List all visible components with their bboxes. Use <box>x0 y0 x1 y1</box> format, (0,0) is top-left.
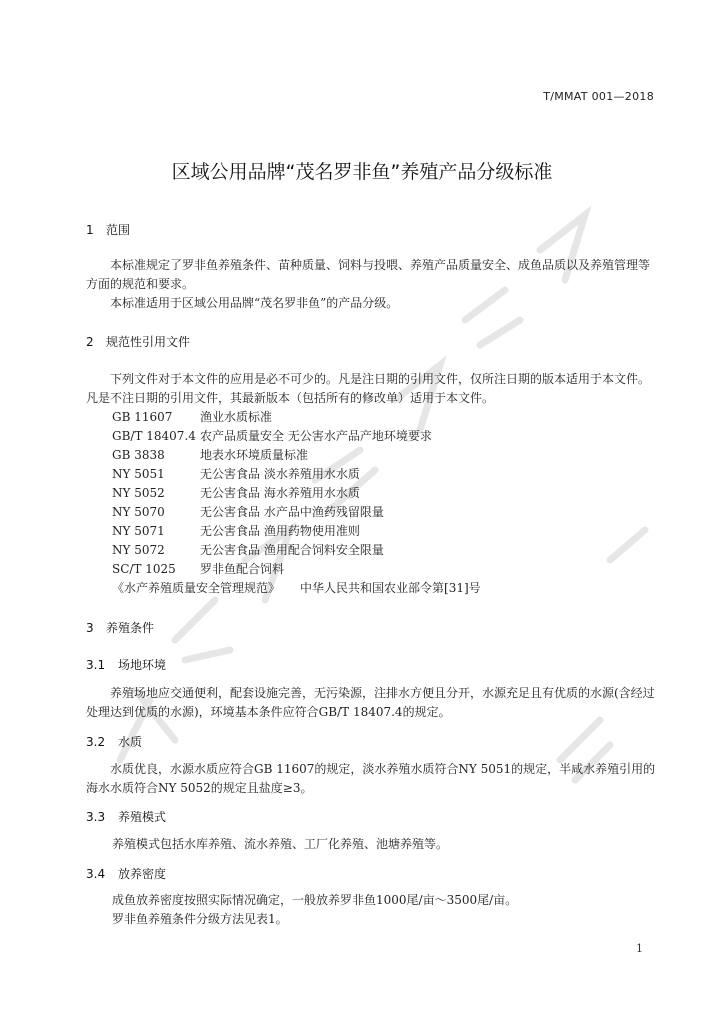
reference-code: NY 5072 <box>112 543 165 557</box>
section-number: 3.3 <box>86 810 106 824</box>
section-3-1-paragraph: 养殖场地应交通便利，配套设施完善，无污染源，注排水方便且分开，水源充足且有优质的水源(含经过处理达到优质的水源)，环境基本条件应符合GB/T 18407.4的规定。 <box>86 686 655 719</box>
reference-row <box>112 408 272 425</box>
reference-row <box>112 427 432 444</box>
section-number: 2 <box>86 335 94 349</box>
section-3-3-paragraph: 养殖模式包括水库养殖、流水养殖、工厂化养殖、池塘养殖等。 <box>112 837 449 851</box>
section-3-4-paragraph-1: 成鱼放养密度按照实际情况确定，一般放养罗非鱼1000尾/亩～3500尾/亩。 <box>112 893 518 907</box>
section-1-paragraph-2: 本标准适用于区域公用品牌“茂名罗非鱼”的产品分级。 <box>110 296 399 310</box>
section-number: 1 <box>86 223 94 237</box>
section-title: 放养密度 <box>118 867 167 881</box>
section-2-paragraph-1: 下列文件对于本文件的应用是必不可少的。凡是注日期的引用文件，仅所注日期的版本适用于本文件。凡是不注日期的引用文件，其最新版本（包括所有的修改单）适用于本文件。 <box>86 372 651 405</box>
reference-code: GB/T 18407.4 <box>112 429 196 443</box>
reference-name: 无公害食品 水产品中渔药残留限量 <box>200 505 384 519</box>
reference-name: 无公害食品 海水养殖用水水质 <box>200 486 360 500</box>
reference-name: 罗非鱼配合饲料 <box>200 562 285 576</box>
reference-code: NY 5052 <box>112 486 165 500</box>
section-number: 3.2 <box>86 735 106 749</box>
section-title: 规范性引用文件 <box>106 335 191 349</box>
reference-row <box>112 560 284 577</box>
section-number: 3.1 <box>86 658 106 672</box>
section-3-heading <box>86 619 154 636</box>
section-3-3-heading <box>86 808 166 825</box>
section-title: 养殖条件 <box>106 621 155 635</box>
section-title: 范围 <box>106 223 131 237</box>
section-3-1-heading <box>86 656 166 673</box>
section-title: 水质 <box>118 735 143 749</box>
reference-row-regulation <box>112 579 481 596</box>
section-1-heading <box>86 221 130 238</box>
reference-row <box>112 465 360 482</box>
reference-code: NY 5070 <box>112 505 165 519</box>
reference-name: 无公害食品 渔用药物使用准则 <box>200 524 360 538</box>
section-number: 3 <box>86 621 94 635</box>
reference-name: 中华人民共和国农业部令第[31]号 <box>300 581 481 595</box>
reference-row <box>112 484 360 501</box>
document-title: 区域公用品牌“茂名罗非鱼”养殖产品分级标准 <box>171 161 553 183</box>
reference-name: 农产品质量安全 无公害水产品产地环境要求 <box>200 429 432 443</box>
reference-name: 地表水环境质量标准 <box>200 448 309 462</box>
reference-code: GB 11607 <box>112 410 173 424</box>
section-3-2-paragraph: 水质优良，水源水质应符合GB 11607的规定，淡水养殖水质符合NY 5051的规定，半咸水养殖引用的海水水质符合NY 5052的规定且盐度≥3。 <box>86 762 656 795</box>
reference-code: SC/T 1025 <box>112 562 176 576</box>
page-number: 1 <box>636 942 643 955</box>
reference-name: 渔业水质标准 <box>200 410 273 424</box>
reference-row <box>112 522 360 539</box>
reference-code: GB 3838 <box>112 448 165 462</box>
reference-name: 无公害食品 渔用配合饲料安全限量 <box>200 543 384 557</box>
section-3-4-heading <box>86 865 166 882</box>
reference-row <box>112 503 384 520</box>
section-3-4-paragraph-2: 罗非鱼养殖条件分级方法见表1。 <box>112 912 288 926</box>
reference-code: NY 5071 <box>112 524 165 538</box>
section-3-2-heading <box>86 733 142 750</box>
reference-code: 《水产养殖质量安全管理规范》 <box>112 581 281 595</box>
section-number: 3.4 <box>86 867 106 881</box>
section-title: 养殖模式 <box>118 810 167 824</box>
reference-row <box>112 541 384 558</box>
reference-name: 无公害食品 淡水养殖用水水质 <box>200 467 360 481</box>
reference-code: NY 5051 <box>112 467 165 481</box>
reference-row <box>112 446 308 463</box>
section-title: 场地环境 <box>118 658 167 672</box>
standard-code: T/MMAT 001—2018 <box>543 90 654 103</box>
section-2-heading <box>86 333 190 350</box>
section-1-paragraph-1: 本标准规定了罗非鱼养殖条件、苗种质量、饲料与投喂、养殖产品质量安全、成鱼品质以及养殖管理等方面的规范和要求。 <box>86 258 651 291</box>
